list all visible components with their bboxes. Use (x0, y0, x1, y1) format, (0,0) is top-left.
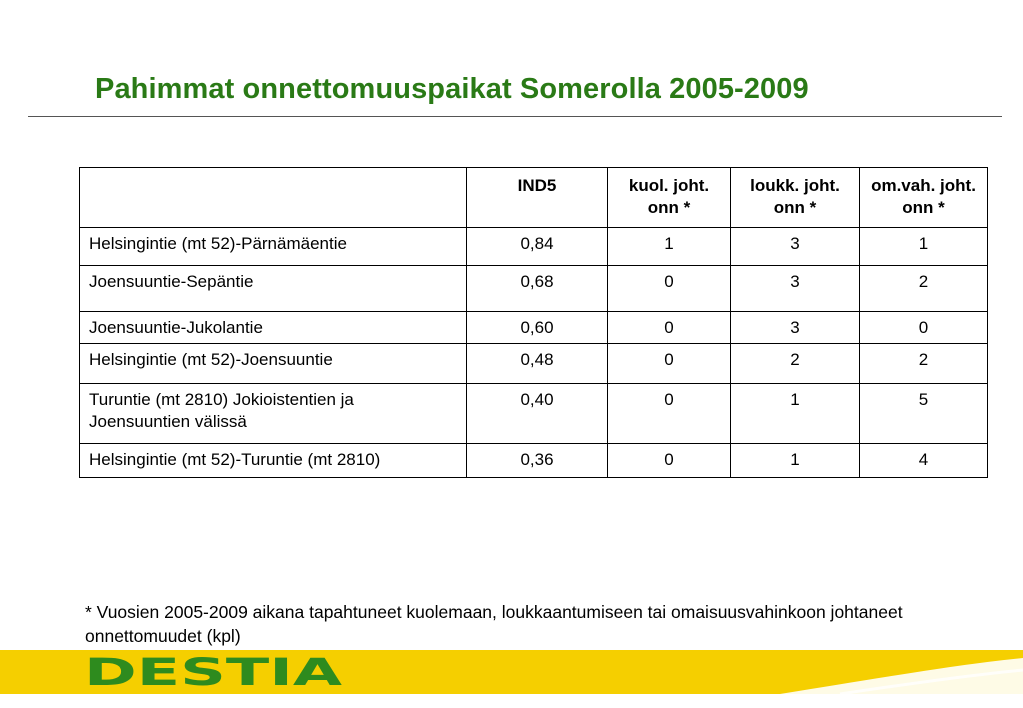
table-row (80, 384, 988, 444)
cell-loukk: 3 (731, 228, 860, 266)
cell-loukk: 2 (731, 344, 860, 384)
header-loukk: loukk. joht. onn * (731, 168, 860, 228)
page-title: Pahimmat onnettomuuspaikat Somerolla 2005-2009 (95, 73, 809, 105)
cell-location: Helsingintie (mt 52)-Joensuuntie (80, 344, 467, 384)
cell-loukk: 3 (731, 312, 860, 344)
accident-locations-table (79, 167, 988, 478)
header-ind5: IND5 (467, 168, 608, 228)
cell-omvah: 1 (860, 228, 988, 266)
cell-kuol: 0 (608, 444, 731, 478)
header-omvah: om.vah. joht. onn * (860, 168, 988, 228)
cell-ind5: 0,68 (467, 266, 608, 312)
cell-omvah: 5 (860, 384, 988, 444)
destia-logo (84, 655, 344, 687)
cell-location: Turuntie (mt 2810) Jokioistentien ja Joensuuntien välissä (80, 384, 467, 444)
cell-loukk: 1 (731, 444, 860, 478)
footnote: * Vuosien 2005-2009 aikana tapahtuneet kuolemaan, loukkaantumiseen tai omaisuusvahinkoon johtaneet onnettomuudet (kpl) (85, 602, 903, 646)
cell-kuol: 0 (608, 266, 731, 312)
cell-location: Helsingintie (mt 52)-Turuntie (mt 2810) (80, 444, 467, 478)
cell-location: Joensuuntie-Sepäntie (80, 266, 467, 312)
cell-ind5: 0,48 (467, 344, 608, 384)
header-kuol: kuol. joht. onn * (608, 168, 731, 228)
cell-location: Joensuuntie-Jukolantie (80, 312, 467, 344)
cell-omvah: 4 (860, 444, 988, 478)
table-row (80, 312, 988, 344)
title-divider (28, 116, 1002, 117)
table-row (80, 444, 988, 478)
cell-omvah: 0 (860, 312, 988, 344)
table-row (80, 344, 988, 384)
table-row (80, 266, 988, 312)
cell-kuol: 0 (608, 384, 731, 444)
header-location (80, 168, 467, 228)
cell-loukk: 1 (731, 384, 860, 444)
cell-kuol: 0 (608, 312, 731, 344)
cell-ind5: 0,36 (467, 444, 608, 478)
logo-text: DESTIA (84, 655, 343, 687)
cell-kuol: 0 (608, 344, 731, 384)
cell-loukk: 3 (731, 266, 860, 312)
cell-ind5: 0,60 (467, 312, 608, 344)
cell-omvah: 2 (860, 266, 988, 312)
cell-omvah: 2 (860, 344, 988, 384)
table-header-row (80, 168, 988, 228)
cell-location: Helsingintie (mt 52)-Pärnämäentie (80, 228, 467, 266)
table-row (80, 228, 988, 266)
cell-ind5: 0,40 (467, 384, 608, 444)
cell-kuol: 1 (608, 228, 731, 266)
cell-ind5: 0,84 (467, 228, 608, 266)
